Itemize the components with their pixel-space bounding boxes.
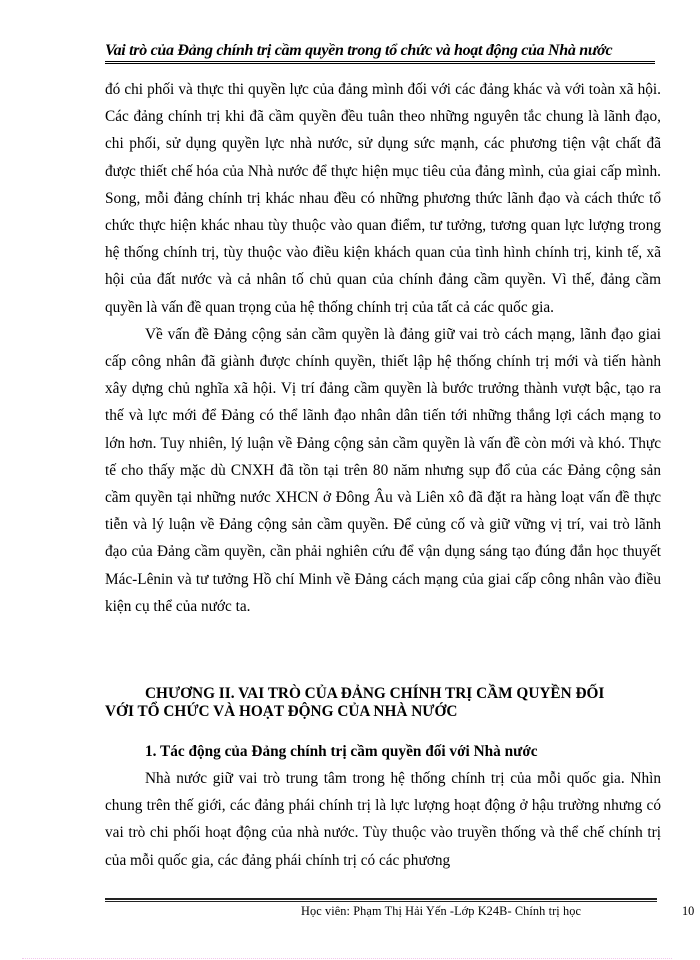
chapter-heading-line-2: VỚI TỔ CHỨC VÀ HOẠT ĐỘNG CỦA NHÀ NƯỚC (105, 703, 458, 720)
section-body-text (105, 765, 661, 874)
page-number: 10 (682, 904, 695, 918)
body-text (105, 76, 661, 620)
chapter-heading-line-1: CHƯƠNG II. VAI TRÒ CỦA ĐẢNG CHÍNH TRỊ CẦM QUYỀN ĐỐI (145, 685, 605, 702)
paragraph: Nhà nước giữ vai trò trung tâm trong hệ thống chính trị của mỗi quốc gia. Nhìn chung trên thế giới, các đảng phái chính trị là lực lượng hoạt động ở hậu trường nhưng có vai trò chi phối hoạt động của nhà nước. Tùy thuộc vào truyền thống và thể chế chính trị của mỗi quốc gia, các đảng phái chính trị có các phương (105, 770, 661, 869)
footer-author-line: Học viên: Phạm Thị Hải Yến -Lớp K24B- Chính trị học (301, 904, 582, 918)
paragraph: Về vấn đề Đảng cộng sản cầm quyền là đảng giữ vai trò cách mạng, lãnh đạo giai cấp công nhân đã giành được chính quyền, thiết lập hệ thống chính trị mới và tiến hành xây dựng chủ nghĩa xã hội. Vị trí đảng cầm quyền là bước trưởng thành vượt bậc, tạo ra thế và lực mới để Đảng có thể lãnh đạo nhân dân tiến tới những thắng lợi cách mạng to lớn hơn. Tuy nhiên, lý luận về Đảng cộng sản cầm quyền là vấn đề còn mới và khó. Thực tế cho thấy mặc dù CNXH đã tồn tại trên 80 năm nhưng sụp đổ của các Đảng cộng sản cầm quyền tại những nước XHCN ở Đông Âu và Liên xô đã đặt ra hàng loạt vấn đề thực tiễn và lý luận về Đảng cộng sản cầm quyền. Để củng cố và giữ vững vị trí, vai trò lãnh đạo của Đảng cầm quyền, cần phải nghiên cứu để vận dụng sáng tạo đúng đắn học thuyết Mác-Lênin và tư tưởng Hồ chí Minh về Đảng cách mạng của giai cấp công nhân vào điều kiện cụ thể của nước ta. (105, 325, 661, 615)
chapter-heading (105, 685, 680, 721)
section-heading: 1. Tác động của Đảng chính trị cầm quyền đối với Nhà nước (145, 743, 538, 760)
paragraph: đó chi phối và thực thi quyền lực của đảng mình đối với các đảng khác và với toàn xã hội. Các đảng chính trị khi đã cầm quyền đều tuân theo những nguyên tắc chung là lãnh đạo, chi phối, sử dụng quyền lực nhà nước, sử dụng sức mạnh, các phương tiện vật chất đã được thiết chế hóa của Nhà nước để thực hiện mục tiêu của đảng mình, của giai cấp mình. Song, mỗi đảng chính trị khác nhau đều có những phương thức lãnh đạo và cách thức tổ chức thực hiện khác nhau tùy thuộc vào quan điểm, tư tưởng, tương quan lực lượng trong hệ thống chính trị, tùy thuộc vào điều kiện khách quan của tình hình chính trị, kinh tế, xã hội của đất nước và cả nhân tố chủ quan của chính đảng cầm quyền. Vì thế, đảng cầm quyền là vấn đề quan trọng của hệ thống chính trị của tất cả các quốc gia. (105, 81, 661, 316)
footer-double-rule (105, 898, 657, 902)
running-header: Vai trò của Đảng chính trị cầm quyền trong tổ chức và hoạt động của Nhà nước (105, 42, 613, 59)
header-double-underline (105, 61, 655, 64)
page-boundary-dotted-line (22, 958, 672, 959)
